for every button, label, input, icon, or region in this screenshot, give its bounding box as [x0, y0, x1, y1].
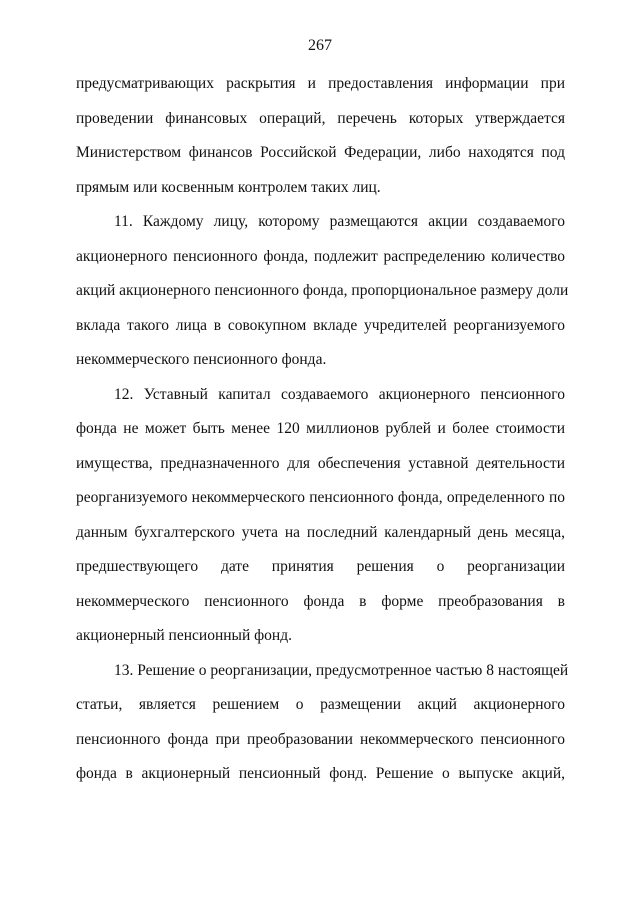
- text-line: вклада такого лица в совокупном вкладе учредителей реорганизуемого: [76, 316, 565, 334]
- text-line: имущества, предназначенного для обеспечения уставной деятельности: [76, 454, 565, 472]
- text-line: фонда в акционерный пенсионный фонд. Решение о выпуске акций,: [76, 765, 565, 782]
- text-line: предшествующего дате принятия решения о реорганизации: [76, 558, 565, 575]
- text-line: акционерного пенсионного фонда, подлежит распределению количество: [76, 247, 565, 265]
- paragraph-12-first-line: 12. Уставный капитал создаваемого акционерного пенсионного: [114, 385, 565, 403]
- text-line: некоммерческого пенсионного фонда.: [76, 351, 327, 368]
- paragraph-13-first-line: 13. Решение о реорганизации, предусмотренное частью 8 настоящей: [114, 661, 569, 679]
- text-line: прямым или косвенным контролем таких лиц.: [76, 178, 381, 196]
- text-line: некоммерческого пенсионного фонда в форме преобразования в: [76, 592, 565, 610]
- page-number: 267: [308, 37, 332, 54]
- text-line: реорганизуемого некоммерческого пенсионного фонда, определенного по: [76, 489, 565, 506]
- text-line: фонда не может быть менее 120 миллионов рублей и более стоимости: [76, 420, 565, 437]
- text-line: проведении финансовых операций, перечень которых утверждается: [76, 109, 565, 127]
- document-body: [76, 74, 569, 799]
- text-line: статьи, является решением о размещении акций акционерного: [76, 696, 565, 713]
- text-line: предусматривающих раскрытия и предоставления информации при: [76, 75, 565, 92]
- text-line: данным бухгалтерского учета на последний календарный день месяца,: [76, 523, 565, 541]
- paragraph-11-first-line: 11. Каждому лицу, которому размещаются акции создаваемого: [114, 213, 565, 230]
- text-line: акций акционерного пенсионного фонда, пропорциональное размеру доли: [76, 282, 569, 299]
- text-line: пенсионного фонда при преобразовании некоммерческого пенсионного: [76, 730, 565, 748]
- text-line: акционерный пенсионный фонд.: [76, 627, 292, 644]
- text-line: Министерством финансов Российской Федерации, либо находятся под: [76, 144, 565, 161]
